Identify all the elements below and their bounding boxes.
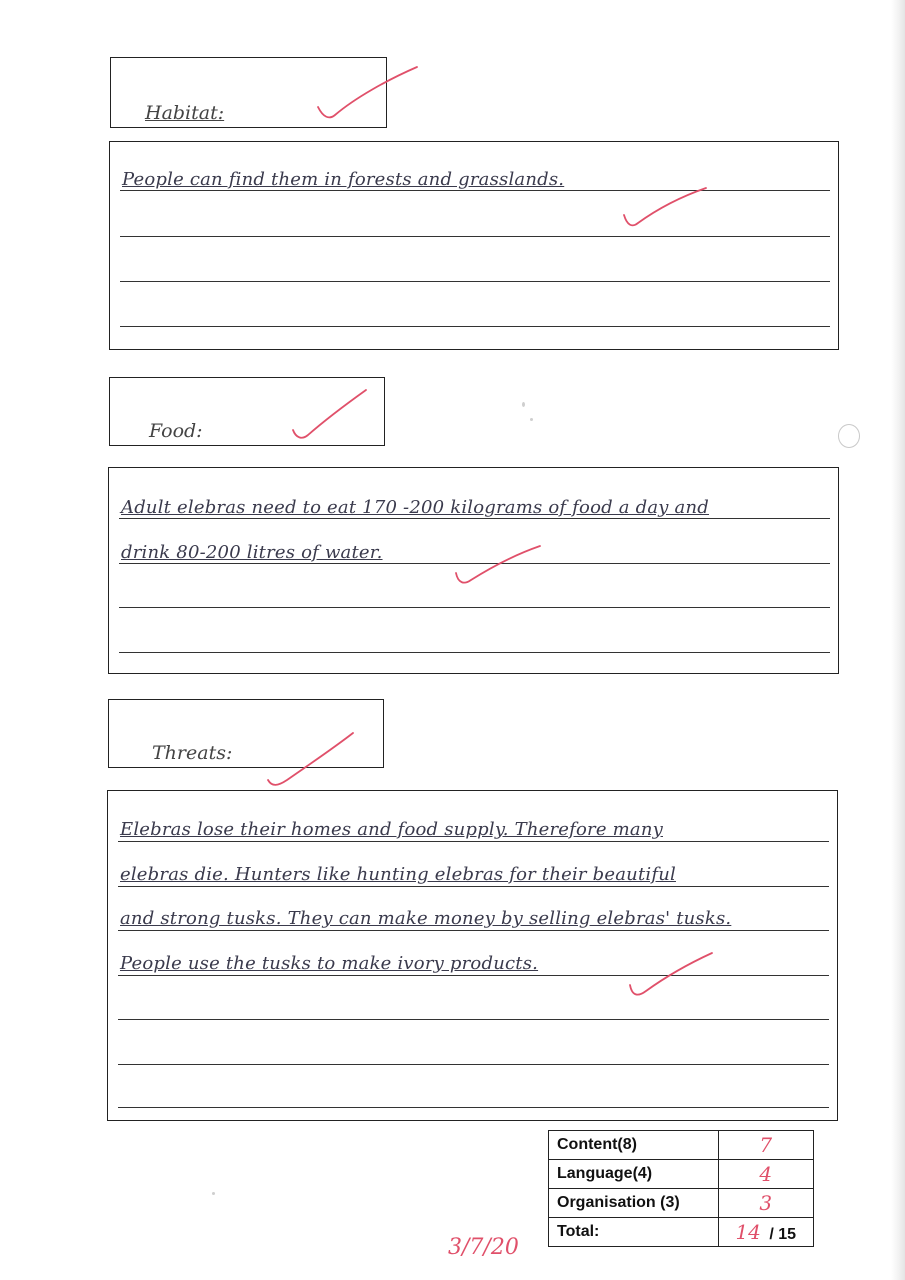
ruled-line [118,1064,829,1065]
ruled-line [119,652,830,653]
answer-line-text: People use the tusks to make ivory products. [120,953,539,974]
ruled-line [118,975,829,976]
score-total-row [549,1218,814,1247]
scan-speck [212,1192,215,1195]
score-label: Content(8) [549,1131,719,1160]
habitat-label: Habitat: [145,102,225,124]
scan-speck [522,402,525,407]
check-mark-icon [315,65,420,125]
score-mark: 7 [759,1133,773,1157]
ruled-line [120,281,830,282]
check-mark-icon [452,543,544,588]
answer-line-text: drink 80-200 litres of water. [121,542,383,563]
threats-label: Threats: [152,742,233,764]
ruled-line [119,518,830,519]
total-mark: 14 [735,1220,761,1244]
score-label: Organisation (3) [549,1189,719,1218]
ruled-line [118,930,829,931]
total-cell [718,1218,813,1247]
marking-date: 3/7/20 [448,1235,519,1260]
score-cell [718,1160,813,1189]
score-mark: 3 [759,1191,773,1215]
ruled-line [120,326,830,327]
check-mark-icon [265,730,357,788]
ruled-line [118,1019,829,1020]
score-row [549,1160,814,1189]
habitat-answer-box [109,141,839,350]
answer-line-text: Adult elebras need to eat 170 -200 kilograms of food a day and [121,497,710,518]
score-table [548,1130,814,1247]
threats-answer-box [107,790,838,1121]
answer-line-text: elebras die. Hunters like hunting elebras for their beautiful [120,864,676,885]
ruled-line [120,190,830,191]
score-label: Language(4) [549,1160,719,1189]
punch-hole [838,424,860,448]
answer-line-text: and strong tusks. They can make money by selling elebras' tusks. [120,908,732,929]
check-mark-icon [626,950,716,1000]
total-label: Total: [549,1218,719,1247]
score-row [549,1131,814,1160]
ruled-line [120,236,830,237]
scan-speck [530,418,533,421]
check-mark-icon [290,388,370,443]
score-cell [718,1131,813,1160]
page-edge-shadow [891,0,905,1280]
answer-line-text: Elebras lose their homes and food supply. Therefore many [120,819,663,840]
score-cell [718,1189,813,1218]
ruled-line [118,1107,829,1108]
check-mark-icon [620,185,710,230]
total-suffix: / 15 [769,1226,797,1243]
answer-line-text: People can find them in forests and grasslands. [122,169,565,190]
ruled-line [118,841,829,842]
score-row [549,1189,814,1218]
food-label: Food: [149,420,203,442]
score-mark: 4 [759,1162,773,1186]
ruled-line [118,886,829,887]
ruled-line [119,607,830,608]
